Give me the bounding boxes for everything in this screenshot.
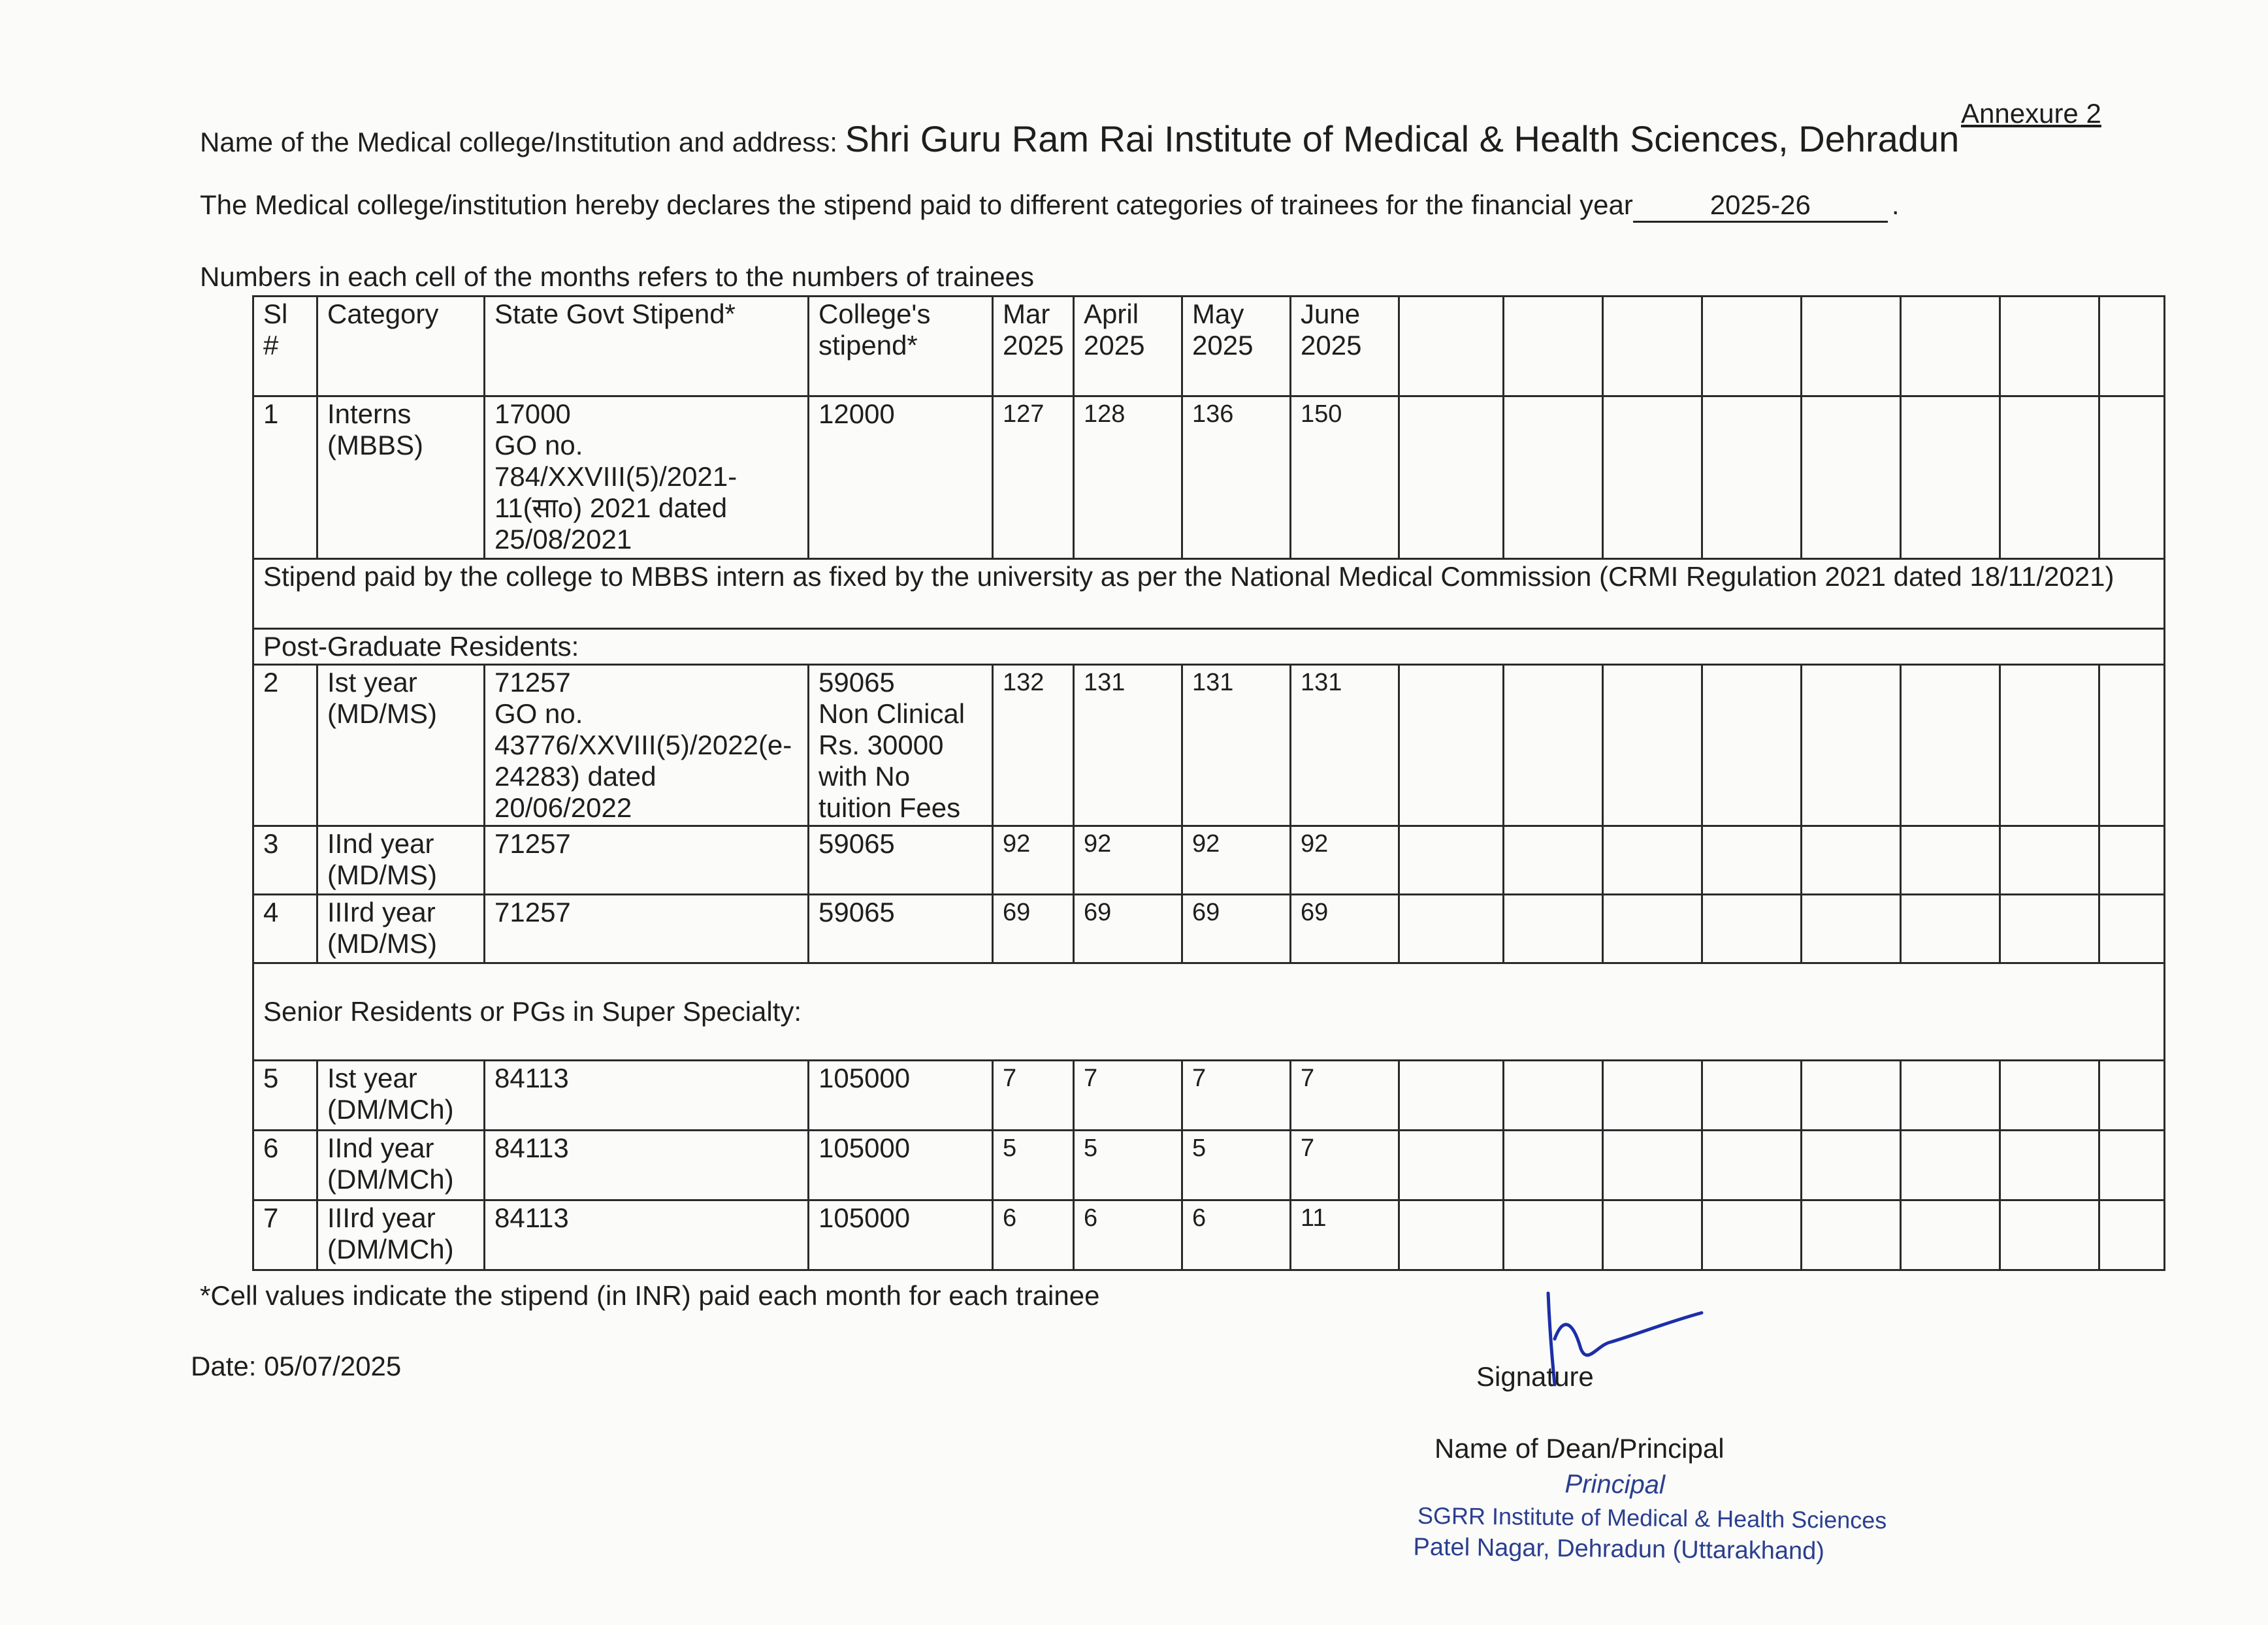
empty-cell xyxy=(2000,1131,2099,1200)
date-value: 05/07/2025 xyxy=(264,1351,402,1381)
empty-cell xyxy=(2099,1061,2165,1131)
table-row xyxy=(253,1131,2165,1200)
empty-cell xyxy=(2000,1200,2099,1270)
stamp-line-2: SGRR Institute of Medical & Health Sciences xyxy=(1417,1502,1887,1534)
cell-state-stipend: 71257 xyxy=(485,895,809,963)
empty-cell xyxy=(2099,895,2165,963)
stamp-line-3: Patel Nagar, Dehradun (Uttarakhand) xyxy=(1413,1533,1825,1566)
table-row xyxy=(253,826,2165,895)
cell-may: 5 xyxy=(1182,1131,1291,1200)
declaration-text: The Medical college/institution hereby declares the stipend paid to different categories of trainees for the financial year xyxy=(200,189,1633,220)
cell-state-stipend: 84113 xyxy=(485,1200,809,1270)
cell-college-stipend: 59065 Non Clinical Rs. 30000 with No tuition Fees xyxy=(809,665,993,826)
cell-category: IIIrd year (DM/MCh) xyxy=(317,1200,485,1270)
name-label: Name of the Medical college/Institution and address: xyxy=(200,127,837,157)
empty-cell xyxy=(1901,1131,2000,1200)
empty-cell xyxy=(2099,396,2165,559)
empty-cell xyxy=(1802,297,1901,396)
empty-cell xyxy=(1603,895,1702,963)
cell-state-stipend: 17000 GO no. 784/XXVIII(5)/2021- 11(साo) 2021 dated 25/08/2021 xyxy=(485,396,809,559)
empty-cell xyxy=(1702,396,1802,559)
cell-college-stipend: 59065 xyxy=(809,826,993,895)
cell-may: 92 xyxy=(1182,826,1291,895)
empty-cell xyxy=(1702,1131,1802,1200)
cell-sl: 6 xyxy=(253,1131,317,1200)
empty-cell xyxy=(1802,895,1901,963)
empty-cell xyxy=(2099,826,2165,895)
empty-cell xyxy=(1901,826,2000,895)
empty-cell xyxy=(1802,1200,1901,1270)
empty-cell xyxy=(1399,396,1504,559)
cell-mar: 132 xyxy=(993,665,1074,826)
declaration-line xyxy=(200,189,1900,223)
signature-label: Signature xyxy=(1476,1361,1594,1392)
cell-college-stipend: 12000 xyxy=(809,396,993,559)
empty-cell xyxy=(1901,396,2000,559)
empty-cell xyxy=(1702,1061,1802,1131)
empty-cell xyxy=(1702,826,1802,895)
cell-sl: 7 xyxy=(253,1200,317,1270)
empty-cell xyxy=(2099,665,2165,826)
cell-college-stipend: 59065 xyxy=(809,895,993,963)
empty-cell xyxy=(1399,1200,1504,1270)
cell-may: 6 xyxy=(1182,1200,1291,1270)
empty-cell xyxy=(1901,895,2000,963)
table-row xyxy=(253,1200,2165,1270)
cell-mar: 69 xyxy=(993,895,1074,963)
cell-category: Interns (MBBS) xyxy=(317,396,485,559)
cell-sl: 1 xyxy=(253,396,317,559)
cell-category: IInd year (MD/MS) xyxy=(317,826,485,895)
empty-cell xyxy=(2000,1061,2099,1131)
empty-cell xyxy=(1504,826,1603,895)
stipend-footnote: *Cell values indicate the stipend (in INR) paid each month for each trainee xyxy=(200,1280,1100,1311)
empty-cell xyxy=(1399,665,1504,826)
cell-sl: 5 xyxy=(253,1061,317,1131)
cell-category: Ist year (MD/MS) xyxy=(317,665,485,826)
empty-cell xyxy=(1702,665,1802,826)
date-label: Date: xyxy=(191,1351,257,1381)
cell-may: 69 xyxy=(1182,895,1291,963)
section-row xyxy=(253,963,2165,1061)
declaration-period: . xyxy=(1891,189,1900,220)
empty-cell xyxy=(1702,895,1802,963)
cell-sl: 2 xyxy=(253,665,317,826)
empty-cell xyxy=(1702,1200,1802,1270)
empty-cell xyxy=(1802,1131,1901,1200)
table-row xyxy=(253,665,2165,826)
empty-cell xyxy=(1603,665,1702,826)
header-category: Category xyxy=(317,297,485,396)
cell-jun: 11 xyxy=(1291,1200,1399,1270)
cell-apr: 128 xyxy=(1074,396,1182,559)
empty-cell xyxy=(1504,895,1603,963)
cell-apr: 5 xyxy=(1074,1131,1182,1200)
empty-cell xyxy=(1399,895,1504,963)
empty-cell xyxy=(1802,1061,1901,1131)
cell-state-stipend: 84113 xyxy=(485,1061,809,1131)
cell-college-stipend: 105000 xyxy=(809,1061,993,1131)
intern-stipend-note: Stipend paid by the college to MBBS intern as fixed by the university as per the National Medical Commission (CRMI Regulation 2021 dated 18/11/2021) xyxy=(253,559,2165,629)
cell-state-stipend: 71257 GO no. 43776/XXVIII(5)/2022(e-24283) dated 20/06/2022 xyxy=(485,665,809,826)
cell-jun: 92 xyxy=(1291,826,1399,895)
dean-name-label: Name of Dean/Principal xyxy=(1434,1433,1725,1464)
cell-apr: 69 xyxy=(1074,895,1182,963)
empty-cell xyxy=(2099,1200,2165,1270)
cell-college-stipend: 105000 xyxy=(809,1131,993,1200)
table-header-row xyxy=(253,297,2165,396)
empty-cell xyxy=(1504,665,1603,826)
header-may-2025: May 2025 xyxy=(1182,297,1291,396)
empty-cell xyxy=(1603,396,1702,559)
cell-mar: 92 xyxy=(993,826,1074,895)
table-row xyxy=(253,895,2165,963)
empty-cell xyxy=(1504,1200,1603,1270)
stipend-table xyxy=(252,295,2165,1271)
cell-jun: 7 xyxy=(1291,1061,1399,1131)
empty-cell xyxy=(2099,297,2165,396)
empty-cell xyxy=(1504,1061,1603,1131)
table-row xyxy=(253,396,2165,559)
stamp-line-1: Principal xyxy=(1564,1470,1666,1500)
annexure-label: Annexure 2 xyxy=(1961,98,2101,129)
header-june-2025: June 2025 xyxy=(1291,297,1399,396)
empty-cell xyxy=(1399,1061,1504,1131)
cell-mar: 127 xyxy=(993,396,1074,559)
empty-cell xyxy=(1603,1200,1702,1270)
header-state-stipend: State Govt Stipend* xyxy=(485,297,809,396)
cell-mar: 5 xyxy=(993,1131,1074,1200)
empty-cell xyxy=(1603,1061,1702,1131)
empty-cell xyxy=(1399,297,1504,396)
intern-note-row xyxy=(253,559,2165,629)
cell-may: 131 xyxy=(1182,665,1291,826)
empty-cell xyxy=(2000,297,2099,396)
cell-apr: 131 xyxy=(1074,665,1182,826)
cell-category: IIIrd year (MD/MS) xyxy=(317,895,485,963)
numbers-note: Numbers in each cell of the months refers to the numbers of trainees xyxy=(200,261,1034,292)
section-pg-residents: Post-Graduate Residents: xyxy=(253,629,2165,665)
empty-cell xyxy=(2000,665,2099,826)
cell-jun: 7 xyxy=(1291,1131,1399,1200)
cell-jun: 69 xyxy=(1291,895,1399,963)
empty-cell xyxy=(2000,396,2099,559)
empty-cell xyxy=(1399,1131,1504,1200)
empty-cell xyxy=(2099,1131,2165,1200)
header-college-stipend: College's stipend* xyxy=(809,297,993,396)
empty-cell xyxy=(1802,396,1901,559)
section-row xyxy=(253,629,2165,665)
header-sl: Sl # xyxy=(253,297,317,396)
cell-apr: 6 xyxy=(1074,1200,1182,1270)
empty-cell xyxy=(1901,1061,2000,1131)
cell-state-stipend: 71257 xyxy=(485,826,809,895)
header-april-2025: April 2025 xyxy=(1074,297,1182,396)
empty-cell xyxy=(2000,826,2099,895)
empty-cell xyxy=(1901,1200,2000,1270)
cell-college-stipend: 105000 xyxy=(809,1200,993,1270)
institution-name-line xyxy=(200,118,1959,160)
empty-cell xyxy=(1504,297,1603,396)
header-mar-2025: Mar 2025 xyxy=(993,297,1074,396)
section-senior-residents: Senior Residents or PGs in Super Specialty: xyxy=(253,963,2165,1061)
cell-state-stipend: 84113 xyxy=(485,1131,809,1200)
cell-apr: 7 xyxy=(1074,1061,1182,1131)
cell-sl: 3 xyxy=(253,826,317,895)
cell-may: 136 xyxy=(1182,396,1291,559)
cell-category: Ist year (DM/MCh) xyxy=(317,1061,485,1131)
empty-cell xyxy=(2000,895,2099,963)
empty-cell xyxy=(1802,665,1901,826)
cell-may: 7 xyxy=(1182,1061,1291,1131)
cell-mar: 7 xyxy=(993,1061,1074,1131)
cell-jun: 131 xyxy=(1291,665,1399,826)
empty-cell xyxy=(1603,826,1702,895)
empty-cell xyxy=(1399,826,1504,895)
financial-year-value: 2025-26 xyxy=(1633,189,1888,223)
cell-category: IInd year (DM/MCh) xyxy=(317,1131,485,1200)
principal-stamp xyxy=(1404,1470,1887,1568)
empty-cell xyxy=(1901,665,2000,826)
empty-cell xyxy=(1504,396,1603,559)
empty-cell xyxy=(1802,826,1901,895)
empty-cell xyxy=(1504,1131,1603,1200)
empty-cell xyxy=(1603,297,1702,396)
empty-cell xyxy=(1603,1131,1702,1200)
date-line xyxy=(191,1351,401,1382)
cell-jun: 150 xyxy=(1291,396,1399,559)
cell-sl: 4 xyxy=(253,895,317,963)
empty-cell xyxy=(1901,297,2000,396)
table-row xyxy=(253,1061,2165,1131)
empty-cell xyxy=(1702,297,1802,396)
cell-apr: 92 xyxy=(1074,826,1182,895)
college-name: Shri Guru Ram Rai Institute of Medical & Health Sciences, Dehradun xyxy=(845,118,1960,159)
cell-mar: 6 xyxy=(993,1200,1074,1270)
